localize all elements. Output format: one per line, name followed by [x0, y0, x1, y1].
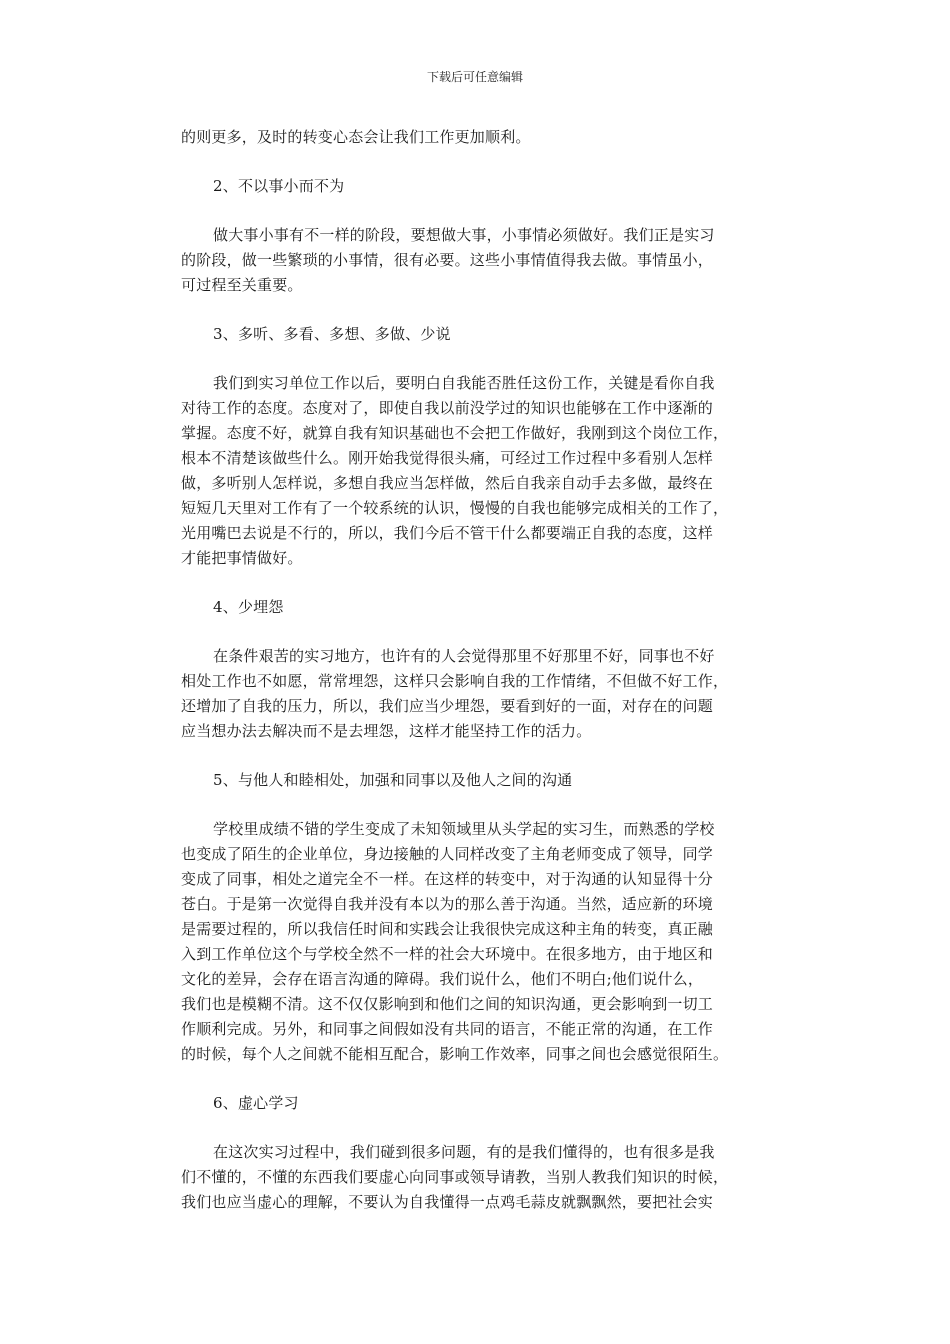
- page-header: 下载后可任意编辑: [426, 70, 523, 84]
- text-line: 在条件艰苦的实习地方，也许有的人会觉得那里不好那里不好，同事也不好: [213, 647, 715, 665]
- paragraph: [181, 644, 775, 744]
- text-line: 作顺利完成。另外，和同事之间假如没有共同的语言，不能正常的沟通，在工作: [181, 1020, 714, 1038]
- text-line: 我们也是模糊不清。这不仅仅影响到和他们之间的知识沟通，更会影响到一切工: [181, 995, 714, 1013]
- section-heading: [181, 595, 775, 620]
- paragraph: [181, 1140, 775, 1215]
- text-line: 我们也应当虚心的理解，不要认为自我懂得一点鸡毛蒜皮就飘飘然，要把社会实: [181, 1193, 714, 1211]
- text-line: 做大事小事有不一样的阶段，要想做大事，小事情必须做好。我们正是实习: [213, 226, 715, 244]
- text-line: 掌握。态度不好，就算自我有知识基础也不会把工作做好，我刚到这个岗位工作，: [181, 424, 729, 442]
- text-line: 才能把事情做好。: [181, 549, 303, 567]
- text-line: 5、与他人和睦相处，加强和同事以及他人之间的沟通: [213, 771, 573, 789]
- text-line: 还增加了自我的压力，所以，我们应当少埋怨，要看到好的一面，对存在的问题: [181, 697, 714, 715]
- text-line: 的则更多，及时的转变心态会让我们工作更加顺利。: [181, 128, 531, 146]
- text-line: 入到工作单位这个与学校全然不一样的社会大环境中。在很多地方，由于地区和: [181, 945, 714, 963]
- section-heading: [181, 1091, 775, 1116]
- section-heading: [181, 768, 775, 793]
- section-heading: [181, 174, 775, 199]
- text-line: 也变成了陌生的企业单位，身边接触的人同样改变了主角老师变成了领导，同学: [181, 845, 714, 863]
- text-line: 光用嘴巴去说是不行的，所以，我们今后不管干什么都要端正自我的态度，这样: [181, 524, 714, 542]
- text-line: 6、虚心学习: [213, 1094, 299, 1112]
- text-line: 2、不以事小而不为: [213, 177, 345, 195]
- text-line: 我们到实习单位工作以后，要明白自我能否胜任这份工作，关键是看你自我: [213, 374, 715, 392]
- text-line: 3、多听、多看、多想、多做、少说: [213, 325, 451, 343]
- section-heading: [181, 322, 775, 347]
- text-line: 应当想办法去解决而不是去埋怨，这样才能坚持工作的活力。: [181, 722, 592, 740]
- text-line: 变成了同事，相处之道完全不一样。在这样的转变中，对于沟通的认知显得十分: [181, 870, 714, 888]
- text-line: 4、少埋怨: [213, 598, 284, 616]
- text-line: 们不懂的，不懂的东西我们要虚心向同事或领导请教，当别人教我们知识的时候，: [181, 1168, 729, 1186]
- paragraph: [181, 817, 775, 1067]
- document-body: [181, 125, 775, 1239]
- paragraph: [181, 223, 775, 298]
- text-line: 相处工作也不如愿，常常埋怨，这样只会影响自我的工作情绪，不但做不好工作，: [181, 672, 729, 690]
- text-line: 短短几天里对工作有了一个较系统的认识，慢慢的自我也能够完成相关的工作了，: [181, 499, 729, 517]
- paragraph: [181, 371, 775, 571]
- text-line: 的时候，每个人之间就不能相互配合，影响工作效率，同事之间也会感觉很陌生。: [181, 1045, 729, 1063]
- text-line: 根本不清楚该做些什么。刚开始我觉得很头痛，可经过工作过程中多看别人怎样: [181, 449, 714, 467]
- text-line: 文化的差异，会存在语言沟通的障碍。我们说什么，他们不明白;他们说什么，: [181, 970, 704, 988]
- text-line: 是需要过程的，所以我信任时间和实践会让我很快完成这种主角的转变，真正融: [181, 920, 714, 938]
- paragraph: [181, 125, 775, 150]
- text-line: 做，多听别人怎样说，多想自我应当怎样做，然后自我亲自动手去多做，最终在: [181, 474, 714, 492]
- text-line: 的阶段，做一些繁琐的小事情，很有必要。这些小事情值得我去做。事情虽小，: [181, 251, 714, 269]
- text-line: 在这次实习过程中，我们碰到很多问题，有的是我们懂得的，也有很多是我: [213, 1143, 715, 1161]
- text-line: 学校里成绩不错的学生变成了未知领域里从头学起的实习生，而熟悉的学校: [213, 820, 715, 838]
- text-line: 可过程至关重要。: [181, 276, 303, 294]
- text-line: 苍白。于是第一次觉得自我并没有本以为的那么善于沟通。当然，适应新的环境: [181, 895, 714, 913]
- text-line: 对待工作的态度。态度对了，即使自我以前没学过的知识也能够在工作中逐渐的: [181, 399, 714, 417]
